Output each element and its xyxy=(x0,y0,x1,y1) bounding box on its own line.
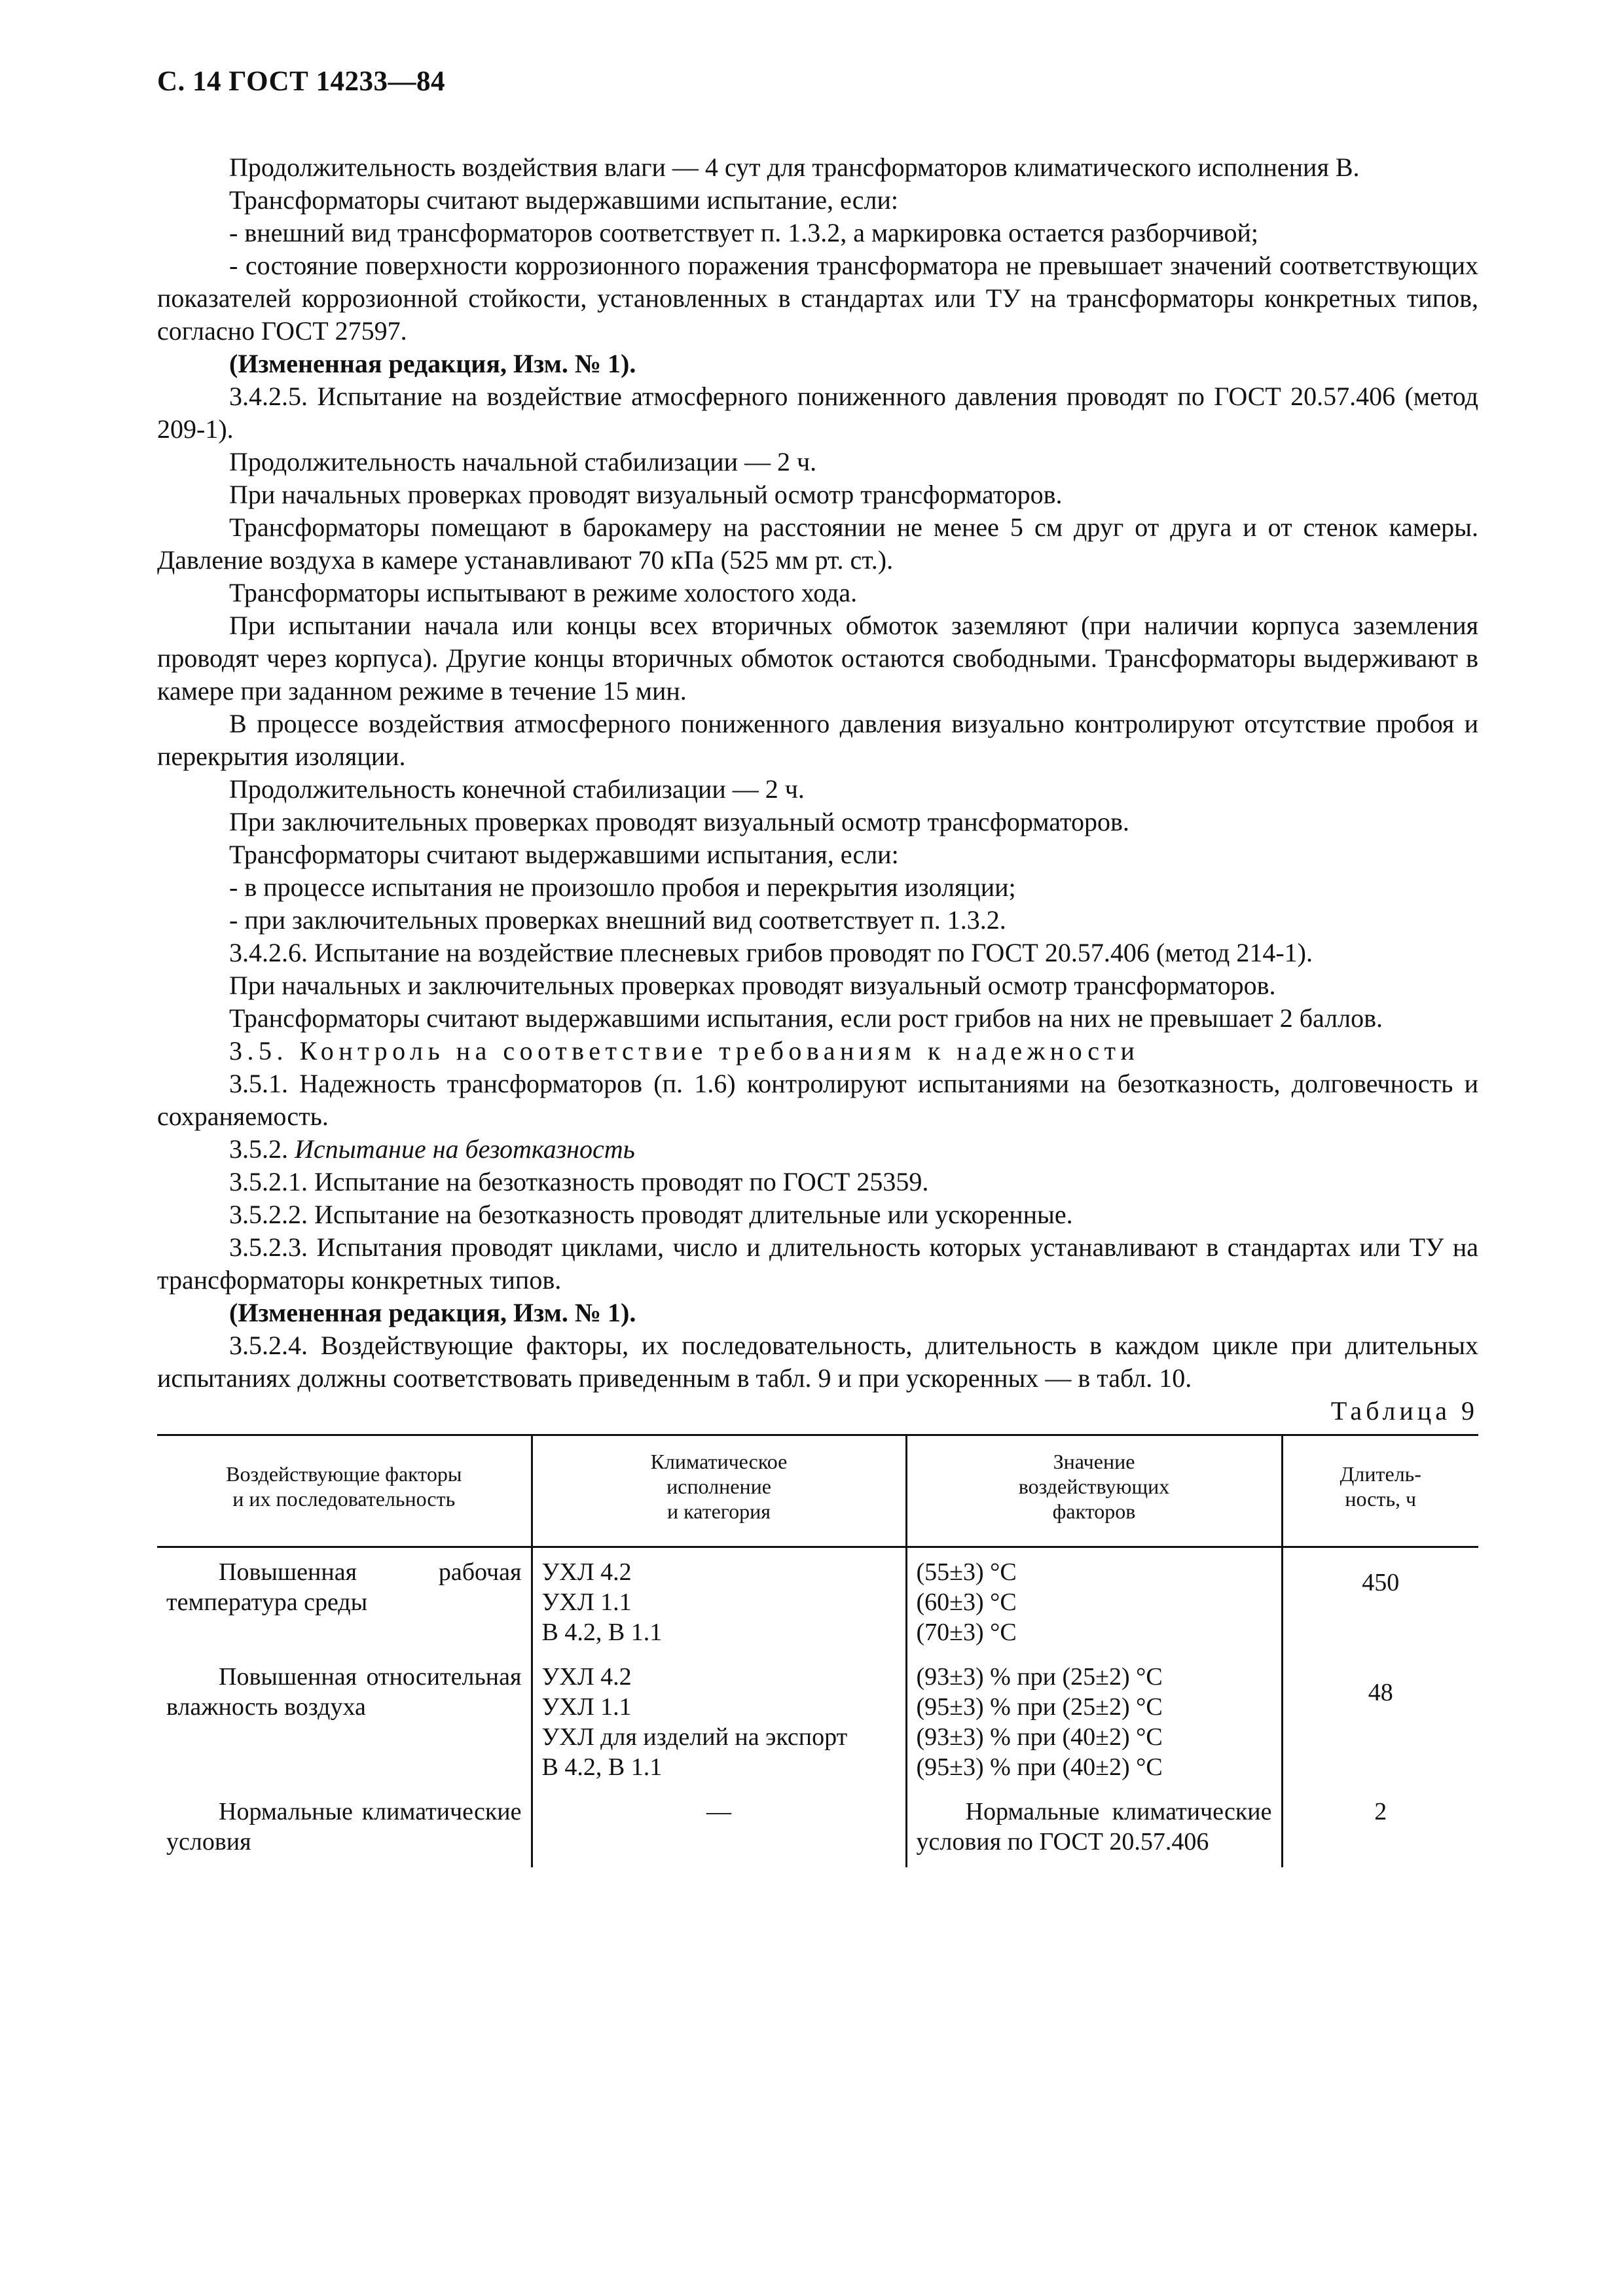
cell-categories: УХЛ 4.2 УХЛ 1.1 УХЛ для изделий на экспорт В 4.2, В 1.1 xyxy=(532,1658,906,1793)
paragraph: Трансформаторы испытывают в режиме холостого хода. xyxy=(229,578,858,607)
cell-factor: Повышенная рабочая температура среды xyxy=(166,1558,522,1616)
subsection-number: 3.5.2. xyxy=(229,1134,295,1164)
paragraph: Продолжительность воздействия влаги — 4 сут для трансформаторов климатического исполнения В. xyxy=(229,152,1360,182)
document-page xyxy=(157,65,1478,1867)
cell-duration: 2 xyxy=(1282,1793,1478,1867)
table-row xyxy=(157,1658,1478,1793)
document-body xyxy=(157,151,1478,1867)
paragraph: В процессе воздействия атмосферного пониженного давления визуально контролируют отсутствие пробоя и перекрытия изоляции. xyxy=(157,709,1478,771)
section-heading: 3.5. Контроль на соответствие требованиям к надежности xyxy=(229,1036,1140,1066)
cell-categories: УХЛ 4.2 УХЛ 1.1 В 4.2, В 1.1 xyxy=(532,1547,906,1659)
cell-categories: — xyxy=(532,1793,906,1867)
paragraph: При начальных проверках проводят визуальный осмотр трансформаторов. xyxy=(229,480,1063,509)
header-values: Значение воздействующих факторов xyxy=(906,1435,1282,1547)
cell-duration: 48 xyxy=(1282,1658,1478,1793)
table-9 xyxy=(157,1434,1478,1867)
paragraph: Трансформаторы считают выдержавшими испытания, если: xyxy=(229,840,899,869)
paragraph: Трансформаторы считают выдержавшими испытания, если рост грибов на них не превышает 2 баллов. xyxy=(229,1003,1383,1033)
paragraph: 3.4.2.6. Испытание на воздействие плесневых грибов проводят по ГОСТ 20.57.406 (метод 214-1). xyxy=(229,938,1313,967)
paragraph: Продолжительность начальной стабилизации — 2 ч. xyxy=(229,447,817,476)
paragraph: При начальных и заключительных проверках проводят визуальный осмотр трансформаторов. xyxy=(229,971,1276,1000)
paragraph: При заключительных проверках проводят визуальный осмотр трансформаторов. xyxy=(229,807,1129,836)
paragraph: 3.5.1. Надежность трансформаторов (п. 1.6) контролируют испытаниями на безотказность, долговечность и сохраняемость. xyxy=(157,1069,1478,1131)
table-header-row xyxy=(157,1435,1478,1547)
header-category: Климатическое исполнение и категория xyxy=(532,1435,906,1547)
paragraph: - внешний вид трансформаторов соответствует п. 1.3.2, а маркировка остается разборчивой; xyxy=(229,218,1259,247)
header-factors: Воздействующие факторы и их последовательность xyxy=(157,1435,532,1547)
paragraph: Трансформаторы считают выдержавшими испытание, если: xyxy=(229,185,899,215)
header-duration: Длитель- ность, ч xyxy=(1282,1435,1478,1547)
cell-values: (93±3) % при (25±2) °С (95±3) % при (25±2) °С (93±3) % при (40±2) °С (95±3) % при (40±2) °С xyxy=(906,1658,1282,1793)
amendment-note: (Измененная редакция, Изм. № 1). xyxy=(229,1298,636,1327)
page-header: С. 14 ГОСТ 14233—84 xyxy=(157,66,446,97)
amendment-note: (Измененная редакция, Изм. № 1). xyxy=(229,349,636,378)
paragraph: 3.5.2.3. Испытания проводят циклами, число и длительность которых устанавливают в стандартах или ТУ на трансформаторы конкретных типов. xyxy=(157,1232,1478,1295)
paragraph: - в процессе испытания не произошло пробоя и перекрытия изоляции; xyxy=(229,872,1016,902)
paragraph: 3.5.2.1. Испытание на безотказность проводят по ГОСТ 25359. xyxy=(229,1167,929,1196)
table-row xyxy=(157,1547,1478,1659)
paragraph: 3.5.2.2. Испытание на безотказность проводят длительные или ускоренные. xyxy=(229,1200,1073,1229)
paragraph: - состояние поверхности коррозионного поражения трансформатора не превышает значений соответствующих показателей коррозионной стойкости, установленных в стандартах или ТУ на трансформаторы конкретных типов, согласно ГОСТ 27597. xyxy=(157,251,1478,346)
paragraph: При испытании начала или концы всех вторичных обмоток заземляют (при наличии корпуса заземления проводят через корпуса). Другие концы вторичных обмоток остаются свободными. Трансформаторы выдерживают в камере при заданном режиме в течение 15 мин. xyxy=(157,611,1478,706)
subsection-title: Испытание на безотказность xyxy=(295,1134,635,1164)
table-label: Таблица 9 xyxy=(1330,1396,1478,1426)
paragraph: Трансформаторы помещают в барокамеру на расстоянии не менее 5 см друг от друга и от стенок камеры. Давление воздуха в камере устанавливают 70 кПа (525 мм рт. ст.). xyxy=(157,512,1478,575)
paragraph: 3.5.2.4. Воздействующие факторы, их последовательность, длительность в каждом цикле при длительных испытаниях должны соответствовать приведенным в табл. 9 и при ускоренных — в табл. 10. xyxy=(157,1331,1478,1393)
table-row xyxy=(157,1793,1478,1867)
paragraph: - при заключительных проверках внешний вид соответствует п. 1.3.2. xyxy=(229,905,1006,935)
cell-duration: 450 xyxy=(1282,1547,1478,1659)
cell-factor: Нормальные климатические условия xyxy=(166,1798,522,1856)
cell-values: Нормальные климатические условия по ГОСТ 20.57.406 xyxy=(906,1793,1282,1867)
paragraph: Продолжительность конечной стабилизации — 2 ч. xyxy=(229,774,805,804)
subsection-heading xyxy=(157,1133,1478,1166)
paragraph: 3.4.2.5. Испытание на воздействие атмосферного пониженного давления проводят по ГОСТ 20.57.406 (метод 209-1). xyxy=(157,382,1478,444)
cell-factor: Повышенная относительная влажность воздуха xyxy=(166,1663,522,1721)
cell-values: (55±3) °С (60±3) °С (70±3) °С xyxy=(906,1547,1282,1659)
